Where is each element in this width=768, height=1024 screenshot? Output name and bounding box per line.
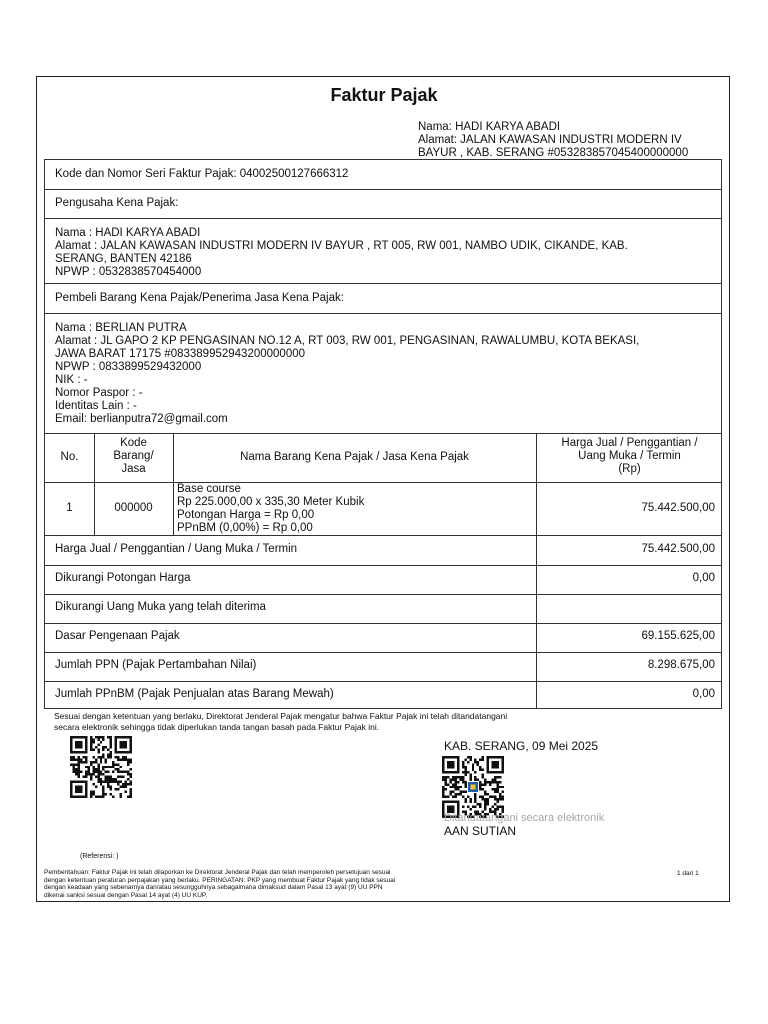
seller-box	[44, 189, 722, 284]
seller-name: Nama: HADI KARYA ABADI	[418, 121, 561, 133]
col-header-item-name: Nama Barang Kena Pajak / Jasa Kena Pajak	[240, 451, 469, 463]
buyer-passport: Nomor Paspor : -	[55, 387, 143, 399]
legal-note: Sesuai dengan ketentuan yang berlaku, Direktorat Jenderal Pajak mengatur bahwa Faktur Pajak ini telah ditandatangani secara elektronik sehingga tidak diperlukan tanda tangan basah pada Faktur Pajak ini.	[54, 711, 508, 732]
seller-address-line2: BAYUR , KAB. SERANG #053283857045400000000	[418, 147, 689, 159]
seller-box-name: Nama : HADI KARYA ABADI	[55, 227, 201, 239]
summary-label-tax-base: Dasar Pengenaan Pajak	[55, 630, 180, 642]
summary-label-ppn: Jumlah PPN (Pajak Pertambahan Nilai)	[55, 659, 257, 671]
invoice-serial-box	[44, 159, 722, 190]
item-table	[44, 433, 722, 536]
summary-value-discount: 0,00	[692, 572, 715, 584]
buyer-name: Nama : BERLIAN PUTRA	[55, 322, 187, 334]
summary-label-down-payment: Dikurangi Uang Muka yang telah diterima	[55, 601, 266, 613]
col-header-price: Harga Jual / Penggantian / Uang Muka / Termin (Rp)	[561, 437, 698, 475]
seller-heading: Pengusaha Kena Pajak:	[55, 197, 179, 209]
place-date: KAB. SERANG, 09 Mei 2025	[444, 739, 599, 753]
page-title: Faktur Pajak	[330, 85, 438, 105]
summary-value-sale-price: 75.442.500,00	[641, 543, 715, 555]
reference: (Referensi: )	[80, 853, 119, 860]
buyer-npwp: NPWP : 0833899529432000	[55, 361, 202, 373]
row-code: 000000	[114, 502, 153, 514]
buyer-address2: JAWA BARAT 17175 #083389952943200000000	[55, 348, 306, 360]
summary-table	[44, 535, 722, 709]
col-header-code: Kode Barang/ Jasa	[113, 437, 154, 475]
buyer-box	[44, 283, 722, 434]
summary-label-discount: Dikurangi Potongan Harga	[55, 572, 191, 584]
seller-address-line1: Alamat: JALAN KAWASAN INDUSTRI MODERN IV	[418, 134, 682, 146]
summary-label-sale-price: Harga Jual / Penggantian / Uang Muka / Termin	[55, 543, 298, 555]
col-header-no: No.	[60, 451, 79, 463]
row-no: 1	[66, 502, 73, 514]
buyer-heading: Pembeli Barang Kena Pajak/Penerima Jasa Kena Pajak:	[55, 292, 344, 304]
seller-box-address1: Alamat : JALAN KAWASAN INDUSTRI MODERN IV BAYUR , RT 005, RW 001, NAMBO UDIK, CIKANDE, KAB.	[55, 240, 628, 252]
footer-notice: Pemberitahuan: Faktur Pajak ini telah dilaporkan ke Direktorat Jenderal Pajak dan telah memperoleh persetujuan sesuai dengan ketentuan peraturan perpajakan yang berlaku. PERINGATAN: PKP yang membuat Faktur Pajak yang tidak sesuai dengan keadaan yang sebenarnya dan/atau sesungguhnya sebagaimana dimaksud dalam Pasal 13 ayat (9) UU PPN dikenai sanksi sesuai dengan Pasal 14 ayat (4) UU KUP.	[44, 869, 396, 899]
buyer-nik: NIK : -	[55, 374, 88, 386]
buyer-address1: Alamat : JL GAPO 2 KP PENGASINAN NO.12 A, RT 003, RW 001, PENGASINAN, RAWALUMBU, KOTA BEKASI,	[55, 335, 640, 347]
buyer-other-id: Identitas Lain : -	[55, 400, 137, 412]
qr-code-icon	[70, 736, 132, 798]
page-number: 1 dari 1	[677, 870, 699, 877]
summary-label-ppnbm: Jumlah PPnBM (Pajak Penjualan atas Barang Mewah)	[55, 688, 334, 700]
summary-value-ppnbm: 0,00	[692, 688, 715, 700]
qr-code-signature-icon	[442, 756, 504, 818]
row-description: Base course Rp 225.000,00 x 335,30 Meter Kubik Potongan Harga = Rp 0,00 PPnBM (0,00%) = Rp 0,00	[177, 483, 365, 534]
summary-value-ppn: 8.298.675,00	[647, 659, 715, 671]
row-price: 75.442.500,00	[641, 502, 715, 514]
seller-npwp: NPWP : 0532838570454000	[55, 266, 202, 278]
seller-header	[418, 121, 728, 160]
signer-name: AAN SUTIAN	[444, 824, 517, 838]
invoice-serial: Kode dan Nomor Seri Faktur Pajak: 04002500127666312	[55, 168, 349, 180]
seller-box-address2: SERANG, BANTEN 42186	[55, 253, 192, 265]
buyer-email: Email: berlianputra72@gmail.com	[55, 413, 228, 425]
signed-electronically-label: Ditandatangani secara elektronik	[444, 812, 605, 824]
summary-value-tax-base: 69.155.625,00	[641, 630, 715, 642]
